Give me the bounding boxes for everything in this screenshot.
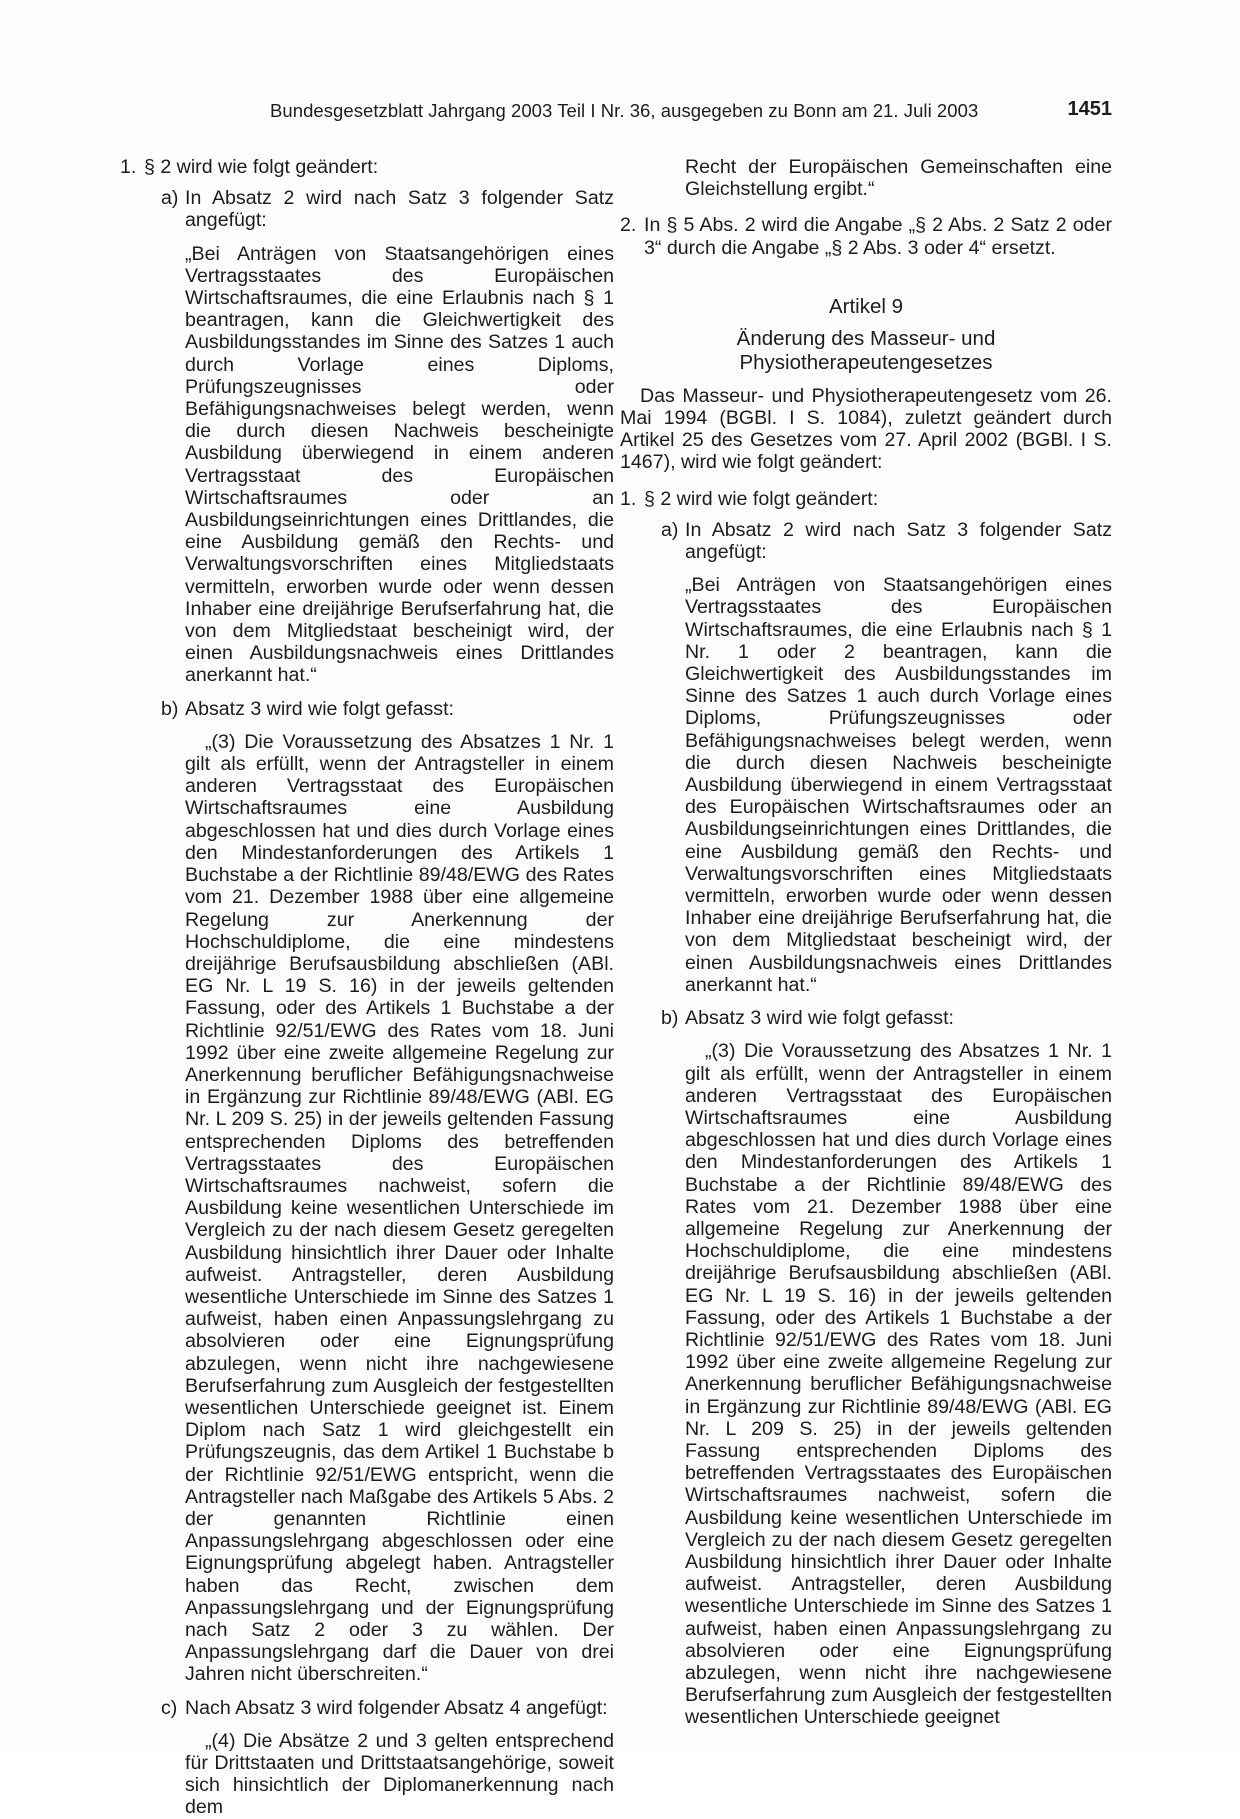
sub-item-text: In Absatz 2 wird nach Satz 3 folgender Satz angefügt:: [185, 187, 614, 232]
item-text: In § 5 Abs. 2 wird die Angabe „§ 2 Abs. 2 Satz 2 oder 3“ durch die Angabe „§ 2 Abs. 3 oder 4“ ersetzt.: [644, 214, 1112, 259]
sub-item-text: Nach Absatz 3 wird folgender Absatz 4 angefügt:: [185, 1696, 608, 1719]
quoted-text: „(3) Die Voraussetzung des Absatzes 1 Nr. 1 gilt als erfüllt, wenn der Antragsteller in einem anderen Vertragsstaat des Europäischen Wirtschaftsraumes eine Ausbildung abgeschlossen hat und dies durch Vorlage eines den Mindestanforderungen des Artikels 1 Buchstabe a der Richtlinie 89/48/EWG des Rates vom 21. Dezember 1988 über eine allgemeine Regelung zur Anerkennung der Hochschuldiplome, die eine mindestens dreijährige Berufsausbildung abschließen (ABl. EG Nr. L 19 S. 16) in der jeweils geltenden Fassung, oder des Artikels 1 Buchstabe a der Richtlinie 92/51/EWG des Rates vom 18. Juni 1992 über eine zweite allgemeine Regelung zur Anerkennung beruflicher Befähigungsnachweise in Ergänzung zur Richtlinie 89/48/EWG (ABl. EG Nr. L 209 S. 25) in der jeweils geltenden Fassung entsprechenden Diploms des betreffenden Vertragsstaates des Europäischen Wirtschaftsraumes nachweist, sofern die Ausbildung keine wesentlichen Unterschiede im Vergleich zu der nach diesem Gesetz geregelten Ausbildung hinsichtlich ihrer Dauer oder Inhalte aufweist. Antragsteller, deren Ausbildung wesentliche Unterschiede im Sinne des Satzes 1 aufweist, haben einen Anpassungslehrgang zu absolvieren oder eine Eignungsprüfung abzulegen, wenn nicht ihre nachgewiesene Berufserfahrung zum Ausgleich der festgestellten wesentlichen Unterschiede geeignet: [685, 1040, 1112, 1729]
sub-item: [120, 187, 614, 231]
page-header: [120, 98, 1112, 126]
sub-item-label: a): [661, 518, 679, 541]
quoted-text: „Bei Anträgen von Staatsangehörigen eines Vertragsstaates des Europäischen Wirtschaftsraumes, die eine Erlaubnis nach § 1 Nr. 1 oder 2 beantragen, kann die Gleichwertigkeit des Ausbildungsstandes im Sinne des Satzes 1 auch durch Vorlage eines Diploms, Prüfungszeugnisses oder Befähigungsnachweises belegt werden, wenn die durch diesen Nachweis bescheinigte Ausbildung überwiegend in einem Vertragsstaat des Europäischen Wirtschaftsraumes oder an Ausbildungseinrichtungen eines Drittlandes, die eine Ausbildung gemäß den Rechts- und Verwaltungsvorschriften eines Mitgliedstaats vermitteln, erworben wurde oder wenn dessen Inhaber eine dreijährige Berufserfahrung hat, die von dem Mitgliedstaat bescheinigt wird, der einen Ausbildungsnachweis eines Drittlandes anerkannt hat.“: [685, 574, 1112, 996]
sub-item: [120, 698, 614, 720]
sub-item: [620, 519, 1112, 563]
left-column: [120, 156, 614, 1819]
sub-item: [120, 1697, 614, 1719]
sub-item: [620, 1007, 1112, 1029]
item-text: § 2 wird wie folgt geändert:: [644, 487, 879, 510]
sub-item-text: Absatz 3 wird wie folgt gefasst:: [185, 697, 454, 720]
header-title: Bundesgesetzblatt Jahrgang 2003 Teil I Nr. 36, ausgegeben zu Bonn am 21. Juli 2003: [270, 100, 979, 121]
item-number: 1.: [620, 487, 637, 510]
list-item: [620, 214, 1112, 258]
sub-item-label: b): [161, 697, 179, 720]
article-title: Artikel 9: [828, 294, 904, 318]
sub-item-text: Absatz 3 wird wie folgt gefasst:: [685, 1007, 954, 1030]
article-subtitle: Änderung des Masseur- und Physiotherapeutengesetzes: [736, 326, 996, 374]
quoted-text: „Bei Anträgen von Staatsangehörigen eines Vertragsstaates des Europäischen Wirtschaftsraumes, die eine Erlaubnis nach § 1 beantragen, kann die Gleichwertigkeit des Ausbildungsstandes im Sinne des Satzes 1 auch durch Vorlage eines Diploms, Prüfungszeugnisses oder Befähigungsnachweises belegt werden, wenn die durch diesen Nachweis bescheinigte Ausbildung überwiegend in einem anderen Vertragsstaat des Europäischen Wirtschaftsraumes oder an Ausbildungseinrichtungen eines Drittlandes, die eine Ausbildung gemäß den Rechts- und Verwaltungsvorschriften eines Mitgliedstaats vermitteln, erworben wurde oder wenn dessen Inhaber eine dreijährige Berufserfahrung hat, die von dem Mitgliedstaat bescheinigt wird, der einen Ausbildungsnachweis eines Drittlandes anerkannt hat.“: [185, 242, 614, 687]
intro-paragraph: Das Masseur- und Physiotherapeutengesetz vom 26. Mai 1994 (BGBl. I S. 1084), zuletzt geändert durch Artikel 25 des Gesetzes vom 27. April 2002 (BGBl. I S. 1467), wird wie folgt geändert:: [620, 384, 1112, 474]
quoted-text: „(4) Die Absätze 2 und 3 gelten entsprechend für Drittstaaten und Drittstaatsangehörige, soweit sich hinsichtlich der Diplomanerkennung nach dem: [185, 1729, 614, 1819]
quoted-text: „(3) Die Voraussetzung des Absatzes 1 Nr. 1 gilt als erfüllt, wenn der Antragsteller in einem anderen Vertragsstaat des Europäischen Wirtschaftsraumes eine Ausbildung abgeschlossen hat und dies durch Vorlage eines den Mindestanforderungen des Artikels 1 Buchstabe a der Richtlinie 89/48/EWG des Rates vom 21. Dezember 1988 über eine allgemeine Regelung zur Anerkennung der Hochschuldiplome, die eine mindestens dreijährige Berufsausbildung abschließen (ABl. EG Nr. L 19 S. 16) in der jeweils geltenden Fassung, oder des Artikels 1 Buchstabe a der Richtlinie 92/51/EWG des Rates vom 18. Juni 1992 über eine zweite allgemeine Regelung zur Anerkennung beruflicher Befähigungsnachweise in Ergänzung zur Richtlinie 89/48/EWG (ABl. EG Nr. L 209 S. 25) in der jeweils geltenden Fassung entsprechenden Diploms des betreffenden Vertragsstaates des Europäischen Wirtschaftsraumes nachweist, sofern die Ausbildung keine wesentlichen Unterschiede im Vergleich zu der nach diesem Gesetz geregelten Ausbildung hinsichtlich ihrer Dauer oder Inhalte aufweist. Antragsteller, deren Ausbildung wesentliche Unterschiede im Sinne des Satzes 1 aufweist, haben einen Anpassungslehrgang zu absolvieren oder eine Eignungsprüfung abzulegen, wenn nicht ihre nachgewiesene Berufserfahrung zum Ausgleich der festgestellten wesentlichen Unterschiede geeignet ist. Einem Diplom nach Satz 1 wird gleichgestellt ein Prüfungszeugnis, das dem Artikel 1 Buchstabe b der Richtlinie 92/51/EWG entspricht, wenn die Antragsteller nach Maßgabe des Artikels 5 Abs. 2 der genannten Richtlinie einen Anpassungslehrgang abgeschlossen oder eine Eignungsprüfung abgelegt haben. Antragsteller haben das Recht, zwischen dem Anpassungslehrgang und der Eignungsprüfung nach Satz 2 oder 3 zu wählen. Der Anpassungslehrgang darf die Dauer von drei Jahren nicht überschreiten.“: [185, 730, 614, 1686]
page-number: 1451: [1067, 98, 1112, 120]
sub-item-label: a): [161, 187, 179, 210]
item-number: 1.: [120, 156, 137, 178]
item-text: § 2 wird wie folgt geändert:: [144, 156, 379, 178]
list-item: [620, 488, 1112, 510]
sub-item-label: c): [161, 1696, 178, 1719]
quoted-text-continued: Recht der Europäischen Gemeinschaften eine Gleichstellung ergibt.“: [685, 156, 1112, 201]
sub-item-label: b): [661, 1007, 679, 1030]
sub-item-text: In Absatz 2 wird nach Satz 3 folgender Satz angefügt:: [685, 518, 1112, 564]
right-column: [620, 156, 1112, 1729]
item-number: 2.: [620, 214, 637, 237]
list-item: [120, 156, 614, 178]
